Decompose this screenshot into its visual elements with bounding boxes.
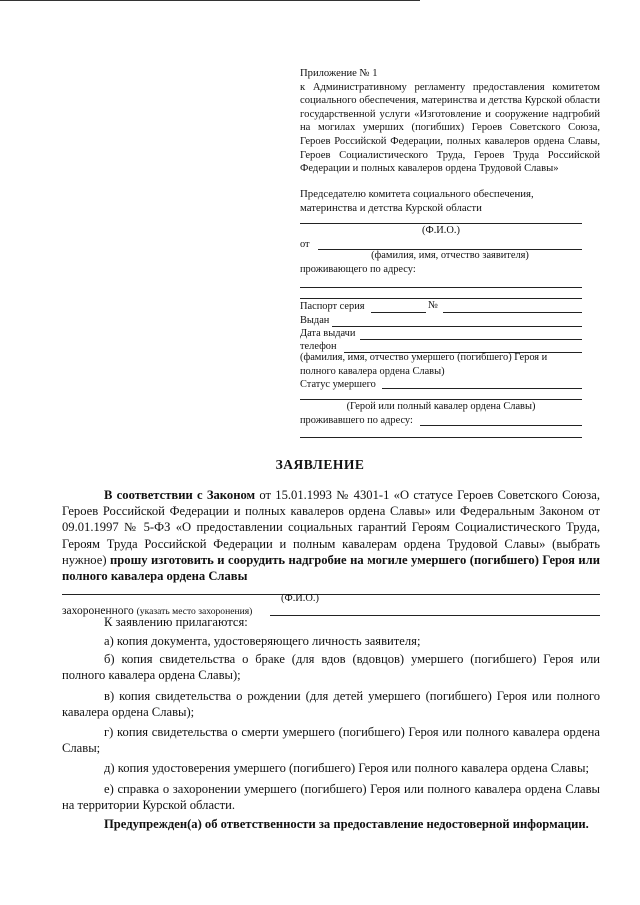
passport-series-line[interactable] <box>371 312 426 313</box>
addressee-fio-caption: (Ф.И.О.) <box>422 225 460 236</box>
warning-text: Предупрежден(а) об ответственности за предоставление недостоверной информации. <box>104 817 589 832</box>
appendix-block <box>300 67 600 176</box>
attachment-item: в) копия свидетельства о рождении (для детей умершего (погибшего) Героя или полного кавалера ордена Славы); <box>62 688 600 719</box>
passport-number-label: № <box>428 300 438 311</box>
attachment-item: г) копия свидетельства о смерти умершего (погибшего) Героя или полного кавалера ордена Славы; <box>62 725 600 756</box>
applicant-address-line-2[interactable] <box>300 298 582 299</box>
appendix-title: Приложение № 1 <box>300 68 378 79</box>
deceased-address-line-1[interactable] <box>420 425 582 426</box>
statement-request: прошу изготовить и соорудить надгробие на могиле умершего (погибшего) Героя или полного кавалера ордена Славы <box>62 552 600 584</box>
buried-label: захороненного <box>62 605 134 617</box>
passport-number-line[interactable] <box>443 312 582 313</box>
attachments-list <box>62 633 600 832</box>
from-label: от <box>300 239 310 250</box>
buried-hint: (указать место захоронения) <box>136 606 253 617</box>
statement-bold-start: В соответствии с Законом <box>104 488 256 502</box>
attachment-item: е) справка о захоронении умершего (погибшего) Героя или полного кавалера ордена Славы на территории Курской области. <box>62 781 600 812</box>
applicant-address-line-1[interactable] <box>300 287 582 288</box>
attachment-item: б) копия свидетельства о браке (для вдов (вдовцов) умершего (погибшего) Героя или полного кавалера ордена Славы); <box>62 652 600 683</box>
applicant-fio-caption: (фамилия, имя, отчество заявителя) <box>371 250 529 261</box>
issue-date-line[interactable] <box>360 339 582 340</box>
phone-label: телефон <box>300 341 337 352</box>
statement-paragraph <box>62 487 600 584</box>
deceased-status-label: Статус умершего <box>300 379 376 390</box>
deceased-status-line-2[interactable] <box>300 399 582 400</box>
statement-text: от 15.01.1993 № 4301-1 «О статусе Героев Советского Союза, Героев Российской Федерации и полных кавалеров ордена Славы» или Федеральным Законом от 09.01.1997 № 5-ФЗ «О предоставлении социальных гарантий Героям Социалистического Труда, Героям Труда Российской Федерации и полным кавалерам ордена Трудовой Славы» (выбрать нужное) <box>62 488 600 567</box>
deceased-address-line-2[interactable] <box>300 437 582 438</box>
statement-title: ЗАЯВЛЕНИЕ <box>275 457 365 472</box>
issued-label: Выдан <box>300 315 330 326</box>
appendix-text: к Административному регламенту предоставления комитетом социального обеспечения, материнства и детства Курской области государственной услуги «Изготовление и сооружение надгробий на могилах умерших (погибших) Героев Советского Союза, Героев Российской Федерации, полных кавалеров ордена Славы, Героев Социалистического Труда, Героев Труда Российской Федерации и полных кавалеров ордена Трудовой Славы» <box>300 81 600 175</box>
passport-series-label: Паспорт серия <box>300 301 365 312</box>
burial-place-line[interactable] <box>270 615 600 616</box>
deceased-fio-caption: (фамилия, имя, отчество умершего (погибшего) Героя и полного кавалера ордена Славы) <box>300 352 548 377</box>
hero-fio-caption: (Ф.И.О.) <box>281 593 319 604</box>
deceased-address-label: проживавшего по адресу: <box>300 415 413 426</box>
deceased-status-line[interactable] <box>382 388 582 389</box>
addressee-block <box>300 188 600 215</box>
addressee-line-1: Председателю комитета социального обеспечения, <box>300 188 534 200</box>
applicant-address-label: проживающего по адресу: <box>300 264 416 275</box>
issue-date-label: Дата выдачи <box>300 328 356 339</box>
addressee-fio-line[interactable] <box>300 223 582 224</box>
addressee-line-2: материнства и детства Курской области <box>300 201 482 214</box>
attachment-item: а) копия документа, удостоверяющего личность заявителя; <box>104 634 421 648</box>
attachment-item: д) копия удостоверения умершего (погибшего) Героя или полного кавалера ордена Славы; <box>104 761 589 776</box>
attachments-intro: К заявлению прилагаются: <box>104 615 248 629</box>
top-border-line <box>0 0 420 1</box>
deceased-status-caption: (Герой или полный кавалер ордена Славы) <box>346 401 536 412</box>
